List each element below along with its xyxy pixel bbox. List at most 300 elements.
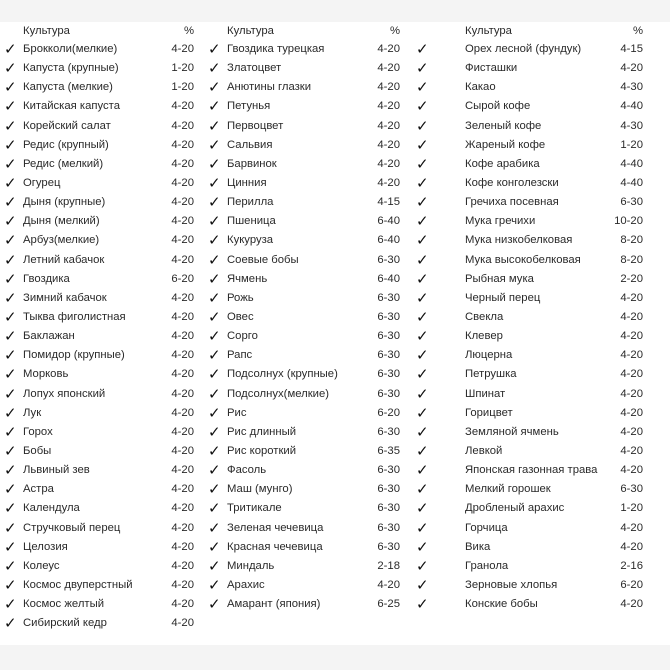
percent-value: 4-20 [171, 291, 194, 304]
culture-name: Корейский салат [23, 119, 111, 132]
checkmark-icon: ✓ [416, 441, 429, 460]
table-row [0, 40, 200, 59]
percent-value: 4-20 [620, 291, 643, 304]
percent-value: 6-30 [377, 502, 400, 515]
checkmark-icon: ✓ [4, 346, 17, 365]
culture-name: Зеленая чечевица [227, 521, 324, 534]
checkmark-icon: ✓ [416, 480, 429, 499]
percent-value: 4-20 [620, 425, 643, 438]
checkmark-icon: ✓ [416, 346, 429, 365]
header-culture-label: Культура [23, 25, 70, 37]
table-row [0, 346, 200, 365]
checkmark-icon: ✓ [208, 422, 221, 441]
checkmark-icon: ✓ [416, 193, 429, 212]
table-row [0, 212, 200, 231]
percent-value: 6-30 [377, 387, 400, 400]
culture-name: Дробленый арахис [465, 502, 565, 515]
table-column-2 [204, 22, 404, 614]
percent-value: 4-20 [620, 464, 643, 477]
percent-value: 4-20 [171, 349, 194, 362]
culture-name: Кукуруза [227, 234, 274, 247]
percent-value: 4-20 [171, 387, 194, 400]
culture-name: Колеус [23, 559, 60, 572]
checkmark-icon: ✓ [416, 403, 429, 422]
checkmark-icon: ✓ [208, 441, 221, 460]
percent-value: 4-20 [620, 368, 643, 381]
percent-value: 4-20 [377, 157, 400, 170]
percent-value: 4-20 [377, 62, 400, 75]
culture-name: Бобы [23, 444, 52, 457]
table-row [204, 40, 404, 59]
percent-value: 1-20 [620, 502, 643, 515]
table-row [408, 231, 670, 250]
checkmark-icon: ✓ [208, 461, 221, 480]
culture-name: Сибирский кедр [23, 617, 107, 630]
culture-name: Свекла [465, 310, 504, 323]
checkmark-icon: ✓ [208, 173, 221, 192]
table-row [204, 404, 404, 423]
table-row [408, 576, 670, 595]
checkmark-icon: ✓ [416, 116, 429, 135]
culture-name: Кофе конголезски [465, 176, 559, 189]
culture-name: Львиный зев [23, 464, 90, 477]
culture-name: Мука низкобелковая [465, 234, 573, 247]
percent-value: 10-20 [614, 215, 643, 228]
checkmark-icon: ✓ [208, 78, 221, 97]
percent-value: 6-35 [377, 444, 400, 457]
percent-value: 4-20 [171, 483, 194, 496]
culture-name: Барвинок [227, 157, 277, 170]
checkmark-icon: ✓ [416, 78, 429, 97]
table-row [408, 40, 670, 59]
culture-name: Миндаль [227, 559, 275, 572]
culture-name: Капуста (мелкие) [23, 81, 113, 94]
table-row [204, 519, 404, 538]
table-row [204, 155, 404, 174]
percent-value: 8-20 [620, 253, 643, 266]
culture-name: Зимний кабачок [23, 291, 107, 304]
percent-value: 6-20 [171, 272, 194, 285]
checkmark-icon: ✓ [4, 595, 17, 614]
table-row [204, 212, 404, 231]
percent-value: 4-20 [171, 100, 194, 113]
table-row [204, 461, 404, 480]
table-row [204, 423, 404, 442]
checkmark-icon: ✓ [416, 307, 429, 326]
checkmark-icon: ✓ [208, 154, 221, 173]
table-row [0, 136, 200, 155]
percent-value: 4-20 [377, 119, 400, 132]
culture-name: Тыква фиголистная [23, 310, 126, 323]
percent-value: 4-15 [377, 196, 400, 209]
table-row [0, 193, 200, 212]
checkmark-icon: ✓ [208, 480, 221, 499]
table-row [0, 251, 200, 270]
checkmark-icon: ✓ [416, 288, 429, 307]
culture-name: Рис [227, 406, 247, 419]
checkmark-icon: ✓ [4, 307, 17, 326]
culture-name: Соевые бобы [227, 253, 299, 266]
table-row [0, 327, 200, 346]
culture-name: Летний кабачок [23, 253, 105, 266]
percent-value: 6-30 [377, 349, 400, 362]
culture-name: Сальвия [227, 138, 273, 151]
checkmark-icon: ✓ [4, 480, 17, 499]
percent-value: 1-20 [171, 62, 194, 75]
table-row [0, 155, 200, 174]
culture-name: Мука гречихи [465, 215, 536, 228]
checkmark-icon: ✓ [208, 269, 221, 288]
culture-name: Тритикале [227, 502, 282, 515]
table-row [0, 78, 200, 97]
table-column-1 [0, 22, 200, 633]
percent-value: 4-40 [620, 157, 643, 170]
culture-name: Фасоль [227, 464, 267, 477]
checkmark-icon: ✓ [416, 384, 429, 403]
checkmark-icon: ✓ [416, 327, 429, 346]
table-row [204, 365, 404, 384]
table-row [0, 480, 200, 499]
checkmark-icon: ✓ [416, 40, 429, 58]
table-row [204, 346, 404, 365]
table-header [204, 22, 404, 40]
culture-name: Ячмень [227, 272, 268, 285]
table-row [0, 365, 200, 384]
percent-value: 4-20 [377, 138, 400, 151]
culture-name: Редис (крупный) [23, 138, 109, 151]
percent-value: 6-40 [377, 272, 400, 285]
culture-name: Мелкий горошек [465, 483, 551, 496]
table-row [0, 461, 200, 480]
checkmark-icon: ✓ [4, 327, 17, 346]
culture-name: Амарант (япония) [227, 598, 321, 611]
table-column-3 [408, 22, 670, 614]
table-row [0, 270, 200, 289]
checkmark-icon: ✓ [416, 499, 429, 518]
percent-value: 4-20 [620, 406, 643, 419]
percent-value: 4-20 [171, 598, 194, 611]
table-row [408, 193, 670, 212]
checkmark-icon: ✓ [208, 40, 221, 58]
table-row [0, 595, 200, 614]
culture-name: Земляной ячмень [465, 425, 559, 438]
culture-name: Зеленый кофе [465, 119, 542, 132]
culture-name: Гвоздика [23, 272, 70, 285]
culture-name: Клевер [465, 330, 503, 343]
table-row [408, 136, 670, 155]
percent-value: 6-20 [377, 406, 400, 419]
percent-value: 6-30 [377, 330, 400, 343]
culture-name: Космос желтый [23, 598, 105, 611]
culture-name: Подсолнух (крупные) [227, 368, 338, 381]
table-row [0, 557, 200, 576]
culture-name: Баклажан [23, 330, 75, 343]
percent-value: 4-20 [377, 100, 400, 113]
checkmark-icon: ✓ [4, 518, 17, 537]
checkmark-icon: ✓ [4, 97, 17, 116]
checkmark-icon: ✓ [416, 97, 429, 116]
culture-name: Лук [23, 406, 42, 419]
table-row [204, 442, 404, 461]
checkmark-icon: ✓ [208, 212, 221, 231]
table-row [204, 78, 404, 97]
culture-name: Рожь [227, 291, 254, 304]
table-row [204, 557, 404, 576]
percent-value: 4-20 [620, 598, 643, 611]
checkmark-icon: ✓ [208, 231, 221, 250]
checkmark-icon: ✓ [4, 250, 17, 269]
percent-value: 6-30 [620, 483, 643, 496]
table-row [0, 404, 200, 423]
percent-value: 4-20 [171, 464, 194, 477]
culture-name: Стручковый перец [23, 521, 121, 534]
checkmark-icon: ✓ [416, 422, 429, 441]
culture-name: Лопух японский [23, 387, 106, 400]
table-row [408, 59, 670, 78]
table-row [204, 174, 404, 193]
percent-value: 6-30 [377, 368, 400, 381]
checkmark-icon: ✓ [4, 537, 17, 556]
table-row [0, 423, 200, 442]
culture-name: Шпинат [465, 387, 506, 400]
table-row [408, 251, 670, 270]
checkmark-icon: ✓ [208, 499, 221, 518]
checkmark-icon: ✓ [416, 250, 429, 269]
culture-name: Морковь [23, 368, 69, 381]
checkmark-icon: ✓ [4, 40, 17, 58]
checkmark-icon: ✓ [208, 327, 221, 346]
percent-value: 6-30 [377, 253, 400, 266]
checkmark-icon: ✓ [4, 193, 17, 212]
percent-value: 4-20 [620, 521, 643, 534]
table-row [0, 442, 200, 461]
checkmark-icon: ✓ [416, 518, 429, 537]
percent-value: 4-20 [171, 234, 194, 247]
checkmark-icon: ✓ [416, 231, 429, 250]
percent-value: 6-30 [377, 540, 400, 553]
culture-name: Жареный кофе [465, 138, 546, 151]
checkmark-icon: ✓ [4, 135, 17, 154]
percent-value: 4-20 [171, 540, 194, 553]
table-row [0, 289, 200, 308]
table-row [204, 136, 404, 155]
percent-value: 4-20 [171, 176, 194, 189]
percent-value: 1-20 [620, 138, 643, 151]
percent-value: 6-30 [377, 291, 400, 304]
percent-value: 8-20 [620, 234, 643, 247]
percent-value: 4-20 [171, 196, 194, 209]
checkmark-icon: ✓ [416, 537, 429, 556]
table-row [408, 538, 670, 557]
culture-name: Пшеница [227, 215, 276, 228]
table-row [408, 365, 670, 384]
checkmark-icon: ✓ [416, 135, 429, 154]
checkmark-icon: ✓ [416, 154, 429, 173]
culture-name: Кофе арабика [465, 157, 540, 170]
percent-value: 4-20 [171, 119, 194, 132]
table-row [0, 97, 200, 116]
culture-name: Перилла [227, 196, 274, 209]
checkmark-icon: ✓ [4, 116, 17, 135]
percent-value: 6-30 [377, 521, 400, 534]
percent-value: 4-20 [377, 176, 400, 189]
table-row [408, 519, 670, 538]
table-row [204, 480, 404, 499]
table-row [408, 499, 670, 518]
table-row [408, 97, 670, 116]
checkmark-icon: ✓ [208, 595, 221, 614]
culture-name: Арбуз(мелкие) [23, 234, 100, 247]
percent-value: 6-25 [377, 598, 400, 611]
culture-name: Орех лесной (фундук) [465, 43, 582, 55]
culture-name: Дыня (мелкий) [23, 215, 100, 228]
checkmark-icon: ✓ [4, 269, 17, 288]
table-row [204, 117, 404, 136]
table-row [408, 308, 670, 327]
culture-name: Маш (мунго) [227, 483, 293, 496]
table-row [0, 174, 200, 193]
percent-value: 4-20 [620, 540, 643, 553]
percent-value: 6-30 [620, 196, 643, 209]
percent-value: 4-20 [620, 349, 643, 362]
table-row [408, 404, 670, 423]
percent-value: 4-20 [171, 502, 194, 515]
percent-value: 4-20 [171, 310, 194, 323]
table-row [408, 346, 670, 365]
culture-name: Люцерна [465, 349, 513, 362]
culture-name: Рыбная мука [465, 272, 534, 285]
culture-name: Подсолнух(мелкие) [227, 387, 330, 400]
percent-value: 4-20 [171, 521, 194, 534]
table-row [0, 576, 200, 595]
checkmark-icon: ✓ [4, 614, 17, 633]
table-row [204, 231, 404, 250]
percent-value: 4-20 [620, 444, 643, 457]
culture-name: Конские бобы [465, 598, 538, 611]
checkmark-icon: ✓ [208, 250, 221, 269]
table-row [408, 270, 670, 289]
culture-name: Какао [465, 81, 496, 94]
table-row [0, 231, 200, 250]
checkmark-icon: ✓ [4, 212, 17, 231]
checkmark-icon: ✓ [416, 461, 429, 480]
culture-name: Помидор (крупные) [23, 349, 125, 362]
checkmark-icon: ✓ [208, 288, 221, 307]
culture-name: Зерновые хлопья [465, 578, 558, 591]
table-row [204, 499, 404, 518]
table-row [204, 97, 404, 116]
culture-name: Гранола [465, 559, 509, 572]
checkmark-icon: ✓ [4, 154, 17, 173]
percent-value: 6-30 [377, 310, 400, 323]
table-row [408, 595, 670, 614]
table-row [204, 538, 404, 557]
percent-value: 4-20 [171, 43, 194, 55]
percent-value: 4-20 [171, 425, 194, 438]
table-row [408, 423, 670, 442]
percent-value: 6-30 [377, 464, 400, 477]
culture-name: Первоцвет [227, 119, 284, 132]
checkmark-icon: ✓ [4, 59, 17, 78]
percent-value: 4-20 [377, 81, 400, 94]
percent-value: 4-20 [171, 617, 194, 630]
checkmark-icon: ✓ [4, 384, 17, 403]
checkmark-icon: ✓ [416, 269, 429, 288]
culture-name: Горох [23, 425, 53, 438]
culture-name: Левкой [465, 444, 503, 457]
table-row [204, 251, 404, 270]
checkmark-icon: ✓ [4, 441, 17, 460]
culture-name: Редис (мелкий) [23, 157, 104, 170]
table-row [408, 174, 670, 193]
checkmark-icon: ✓ [4, 422, 17, 441]
checkmark-icon: ✓ [208, 537, 221, 556]
culture-name: Мука высокобелковая [465, 253, 581, 266]
checkmark-icon: ✓ [416, 595, 429, 614]
checkmark-icon: ✓ [208, 59, 221, 78]
percent-value: 6-30 [377, 483, 400, 496]
table-row [204, 59, 404, 78]
checkmark-icon: ✓ [208, 116, 221, 135]
culture-name: Сырой кофе [465, 100, 531, 113]
culture-name: Целозия [23, 540, 68, 553]
percent-value: 4-20 [620, 62, 643, 75]
crop-table-sheet [0, 22, 670, 645]
percent-value: 4-30 [620, 119, 643, 132]
percent-value: 4-20 [377, 578, 400, 591]
table-row [204, 595, 404, 614]
checkmark-icon: ✓ [416, 365, 429, 384]
percent-value: 2-20 [620, 272, 643, 285]
table-row [408, 442, 670, 461]
table-row [408, 117, 670, 136]
percent-value: 4-20 [171, 406, 194, 419]
table-row [0, 385, 200, 404]
table-row [408, 557, 670, 576]
checkmark-icon: ✓ [208, 346, 221, 365]
culture-name: Астра [23, 483, 54, 496]
checkmark-icon: ✓ [4, 403, 17, 422]
culture-name: Цинния [227, 176, 267, 189]
checkmark-icon: ✓ [4, 365, 17, 384]
table-row [408, 385, 670, 404]
table-row [204, 193, 404, 212]
table-row [408, 480, 670, 499]
checkmark-icon: ✓ [4, 231, 17, 250]
culture-name: Японская газонная трава [465, 464, 598, 477]
table-row [0, 59, 200, 78]
percent-value: 6-30 [377, 425, 400, 438]
percent-value: 4-20 [620, 310, 643, 323]
culture-name: Рапс [227, 349, 253, 362]
checkmark-icon: ✓ [208, 97, 221, 116]
percent-value: 4-20 [377, 43, 400, 55]
percent-value: 2-18 [377, 559, 400, 572]
checkmark-icon: ✓ [416, 212, 429, 231]
checkmark-icon: ✓ [4, 288, 17, 307]
percent-value: 1-20 [171, 81, 194, 94]
percent-value: 4-20 [171, 253, 194, 266]
table-header [0, 22, 200, 40]
culture-name: Капуста (крупные) [23, 62, 119, 75]
percent-value: 4-30 [620, 81, 643, 94]
header-culture-label: Культура [465, 25, 512, 37]
percent-value: 6-40 [377, 215, 400, 228]
table-row [0, 519, 200, 538]
table-row [204, 327, 404, 346]
table-row [204, 576, 404, 595]
percent-value: 4-20 [171, 559, 194, 572]
